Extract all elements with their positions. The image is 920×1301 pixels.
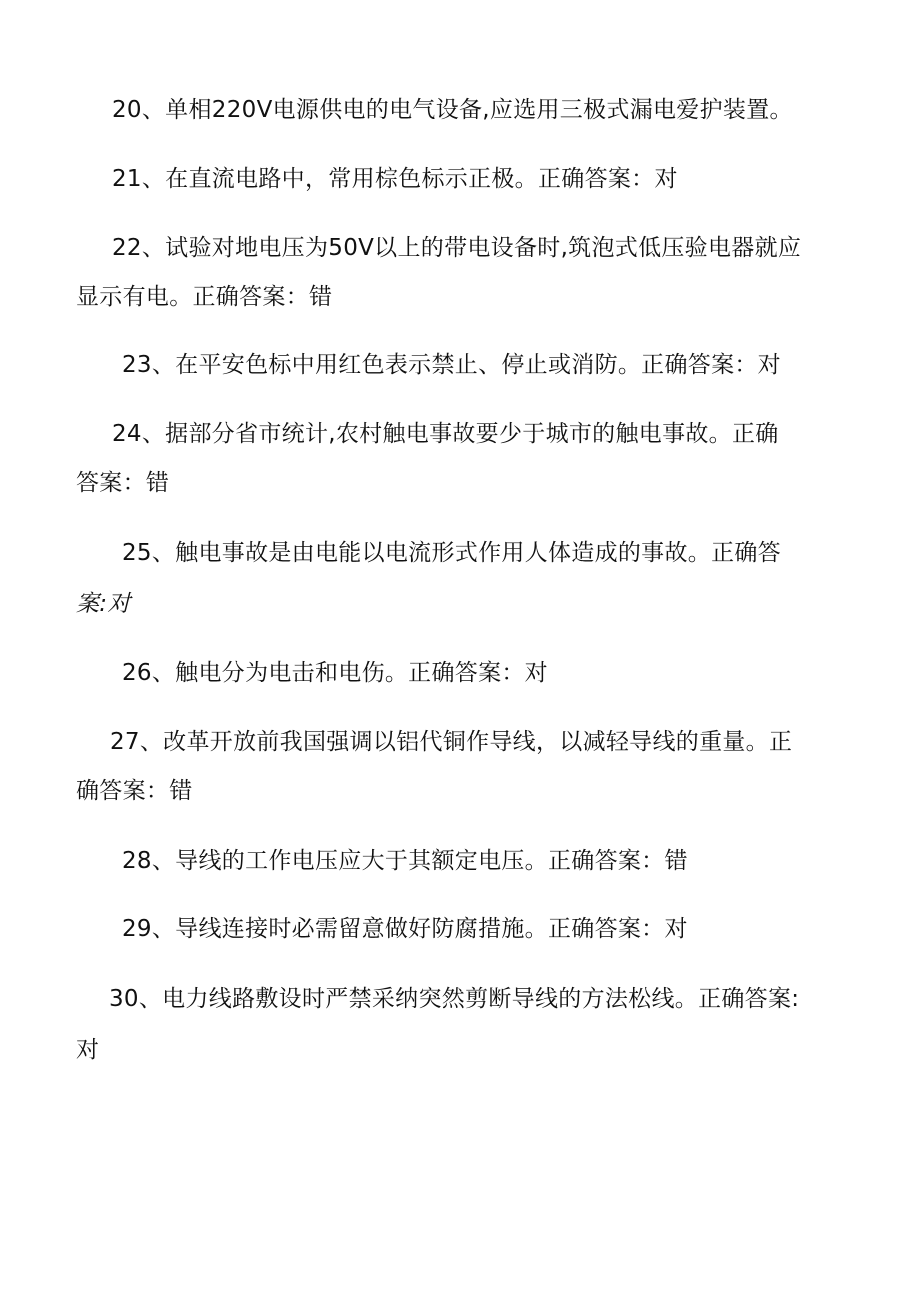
question-26: 26、触电分为电击和电伤。正确答案：对 bbox=[122, 660, 548, 686]
question-25-continuation: 案:对 bbox=[76, 591, 131, 617]
question-20: 20、单相220V电源供电的电气设备,应选用三极式漏电爱护装置。 bbox=[112, 97, 793, 123]
question-21: 21、在直流电路中，常用棕色标示正极。正确答案：对 bbox=[112, 166, 678, 192]
question-29: 29、导线连接时必需留意做好防腐措施。正确答案：对 bbox=[122, 916, 688, 942]
question-30: 30、电力线路敷设时严禁采纳突然剪断导线的方法松线。正确答案: bbox=[109, 986, 800, 1012]
question-24: 24、据部分省市统计,农村触电事故要少于城市的触电事故。正确 bbox=[112, 421, 779, 447]
question-27-continuation: 确答案：错 bbox=[76, 778, 193, 804]
question-27: 27、改革开放前我国强调以铝代铜作导线，以减轻导线的重量。正 bbox=[110, 729, 793, 755]
question-23: 23、在平安色标中用红色表示禁止、停止或消防。正确答案：对 bbox=[122, 352, 781, 378]
question-25: 25、触电事故是由电能以电流形式作用人体造成的事故。正确答 bbox=[122, 540, 781, 566]
question-22-continuation: 显示有电。正确答案：错 bbox=[76, 284, 333, 310]
question-22: 22、试验对地电压为50V以上的带电设备时,筑泡式低压验电器就应 bbox=[112, 235, 802, 261]
question-24-continuation: 答案：错 bbox=[76, 470, 170, 496]
question-30-continuation: 对 bbox=[76, 1037, 100, 1063]
question-28: 28、导线的工作电压应大于其额定电压。正确答案：错 bbox=[122, 848, 688, 874]
